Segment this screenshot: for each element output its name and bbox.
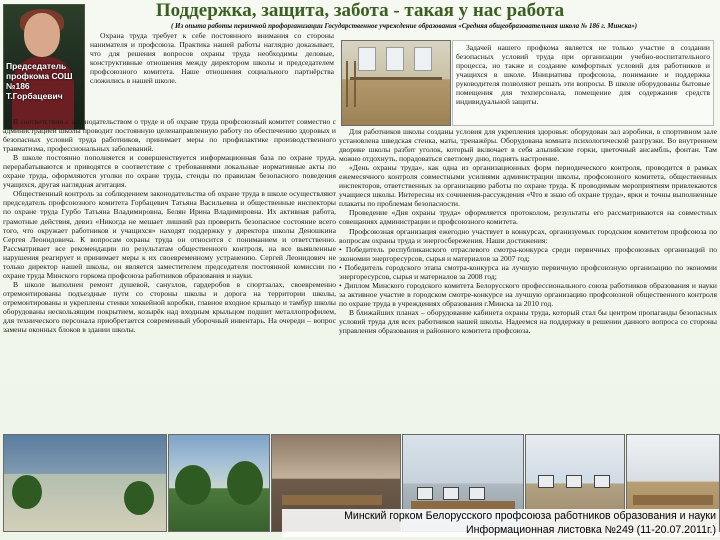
right-column (339, 127, 717, 335)
photo-window (386, 47, 404, 71)
school-building-photo (3, 434, 167, 532)
photo-monitor (566, 475, 582, 488)
photo-tree (175, 465, 211, 505)
right-paragraph: Проведение «Дня охраны труда» оформляется протоколом, результаты его рассматриваются на совместных совещаниях администрации и профсоюзного комитета. (339, 208, 717, 227)
left-paragraph: В школе постоянно пополняется и совершенствуется информационная база по охране труда, перерабатываются и приводятся в соответствие с требованиями локальные нормативные акты по охране труда, оформляются уголки по охране труда, стенды по правилам безопасного поведения учащихся, другая наглядная агитация. (3, 153, 336, 190)
intro-paragraph: Охрана труда требует к себе постоянного внимания со стороны нанимателя и профсоюза. Практика нашей работы наглядно доказывает, что для решения вопросов охраны труда необходимы деловые, конструктивные отношения между директором школы и председателем профсоюзного комитета. Наше отношения социального партнёрства сложились в нашей школе. (90, 31, 334, 86)
left-paragraph: В школе выполнен ремонт душевой, санузлов, гардеробов в спортзалах, своевременно отремонтированы подъездные пути со стороны школы и дорога на территории школы, отремонтированы и укреплены стенки хоккейной коробки, главное входное крыльцо и тамбур школы оборудованы нескользящим покрытием, козырёк над входным крыльцом подшит металлопрофилем, для технического персонала приобретается современный уборочный инвентарь. На очереди – вопрос замены оконных блоков в здании школы. (3, 279, 336, 335)
photo-monitor (417, 487, 433, 500)
chairperson-portrait (3, 4, 85, 130)
achievement-item: • Диплом Минского городского комитета Белорусского профессионального союза работников образования и науки за активное участие в городском смотре-конкурсе на лучшую организацию профсоюзной общественного контроля по охране труда в учреждениях образования г.Минска за 2010 год. (339, 280, 717, 308)
portrait-caption: Председатель профкома СОШ №186 Т.Горбацевич (6, 61, 73, 101)
photo-monitor (443, 487, 459, 500)
left-column (3, 117, 336, 334)
photo-tree (227, 461, 263, 505)
photo-rail (350, 77, 442, 80)
right-paragraph: Профсоюзная организация ежегодно участвует в конкурсах, организуемых городским комитетом профсоюза по вопросам охраны труда и энергосбережения. Наши достижения: (339, 226, 717, 245)
gym-photo (341, 40, 451, 126)
garden-photo (168, 434, 270, 532)
intro-column (90, 31, 334, 85)
achievement-item: • Победитель республиканского отраслевого смотра-конкурса среди первичных профсоюзных организаций по экономии энергоресурсов, сырья и материалов за 2007 год; (339, 244, 717, 263)
footer-issue: Информационная листовка №249 (11-20.07.2011г.) (466, 523, 716, 536)
left-paragraph: Общественный контроль за соблюдением законодательства об охране труда в школе осуществляют председатель профсоюзного комитета Горбацевич Татьяна Васильевна и общественные инспекторы по охране труда Гурбо Татьяна Владимировна, Белян Ирина Владимировна. Их активная работа, грамотные действия, девиз «Никогда не мешает лишний раз проверить безопасное состояние всего того, что окружает работников и учащихся» находят поддержку у директора школы Деношкина Сергея Леонидовича. К вопросам охраны труда он относится с пониманием и ответственно. Рассматривает все рекомендации по результатам общественного контроля, на все выявленные нарушения реагирует и принимает меры к их своевременному устранению. Сергей Леонидович не только директор нашей школы, он является заместителем председателя постоянной комиссии по охране труда Минского горкома профсоюза работников образования и науки. (3, 189, 336, 280)
photo-wall-bars (346, 61, 356, 107)
footer-organization: Минский горком Белорусского профсоюза работников образования и науки (344, 510, 716, 522)
right-paragraph: Для работников школы созданы условия для укрепления здоровья: оборудован зал аэробики, в спортивном зале установлена шведская стенка, маты, тренажёры. Оборудована комната психологической разгрузки. Во внутреннем дворике школы разбит уголок, который включает в себя альпийские горки, цветочный ансамбль, фонтан. Там можно отдохнуть, порадоваться светлому дню, поднять настроение. (339, 127, 717, 164)
photo-monitor (538, 475, 554, 488)
page-title: Поддержка, защита, забота - такая у нас работа (155, 0, 565, 21)
photo-monitor (469, 487, 485, 500)
tasks-box (452, 40, 714, 126)
right-paragraph: «День охраны труда», как одна из организационных форм периодического контроля, проводится в рамках ежемесячного контроля совместными усилиями администрации школы, профсоюзного комитета, общественных инспекторов, ответственных за организацию работы по охране труда. К проводимым мероприятиям привлекаются учащиеся школы. Интересны их сочинения-рассуждения «Что я знаю об охране труда», ярки и точны выполненные плакаты по проблемам безопасности. (339, 163, 717, 209)
right-paragraph: В ближайших планах – оборудование кабинета охраны труда, который стал бы центром пропаганды безопасных условий труда для всех работников нашей школы. Надеемся на поддержку в решении данного вопроса со стороны управления образования и районного комитета профсоюза. (339, 307, 717, 336)
achievement-item: • Победитель городского этапа смотра-конкурса на лучшую первичную профсоюзную организацию по экономии энергоресурсов, сырья и материалов за 2008 год; (339, 262, 717, 281)
photo-tree (124, 481, 154, 515)
portrait-face (24, 13, 60, 57)
page-subtitle: ( Из опыта работы первичной профорганизации Государственное учреждение образования «Средняя общеобразовательная школа № 186 г. Минска») (170, 22, 638, 30)
photo-desk (633, 495, 713, 505)
photo-furniture (282, 495, 382, 505)
photo-window (358, 47, 376, 71)
photo-window (414, 47, 432, 71)
footer (282, 509, 719, 537)
tasks-paragraph: Задачей нашего профкома является не только участие в создании безопасных условий труда при организации учебно-воспитательного процесса, но также и создание комфортных условий для работников и учащихся в школе. Инициатива профсоюза, понимание и поддержка руководителя позволяют решать эти вопросы. В школе оборудованы бытовые помещения для техперсонала, помещение для содержания средств индивидуальной защиты. (456, 43, 710, 107)
photo-monitor (594, 475, 610, 488)
photo-tree (12, 475, 42, 509)
left-paragraph: В соответствии с законодательством о труде и об охране труда профсоюзный комитет совместно с администрацией школы проводит постоянную целенаправленную работу по обеспечению здоровых и безопасных условий труда работников, принимает меры по профилактике производственного травматизма, профессиональных заболеваний. (3, 117, 336, 154)
